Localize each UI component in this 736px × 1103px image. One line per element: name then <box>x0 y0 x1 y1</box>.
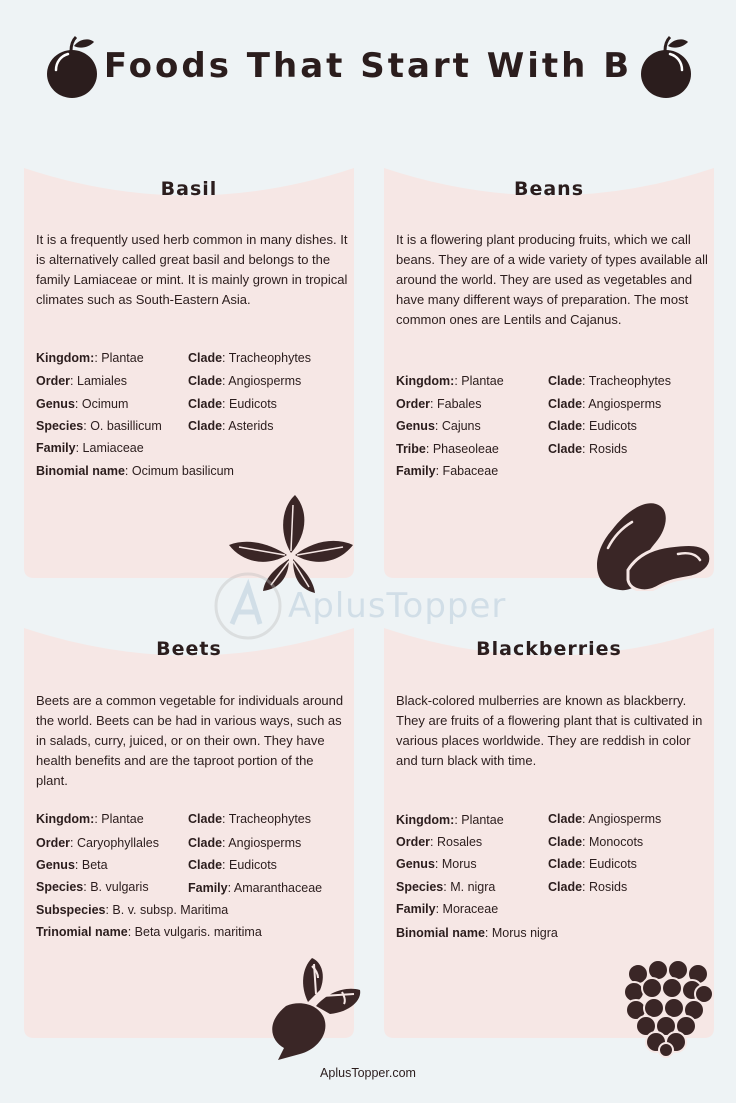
card-title: Beets <box>156 638 222 660</box>
footer-site-link[interactable]: AplusTopper.com <box>320 1066 416 1080</box>
fact-order: Order: Rosales <box>396 835 483 849</box>
fact-clade: Clade: Eudicots <box>548 419 637 433</box>
basil-card <box>24 168 354 578</box>
card-description: It is a frequently used herb common in many dishes. It is alternatively called great basil and belongs to the family Lamiaceae or mint. It is mainly grown in tropical climates such as South-Eastern Asia. <box>36 232 348 307</box>
beet-icon <box>256 956 366 1061</box>
card-description: Black-colored mulberries are known as blackberry. They are fruits of a flowering plant that is cultivated in various places worldwide. They are reddish in color and turn black with time. <box>396 693 703 768</box>
fact-clade: Clade: Eudicots <box>188 858 277 872</box>
fruit-icon <box>638 34 694 100</box>
fact-kingdom: Kingdom:: Plantae <box>396 374 504 388</box>
fact-family: Family: Amaranthaceae <box>188 881 323 895</box>
fact-binomial-name: Binomial name: Morus nigra <box>396 926 558 940</box>
blackberry-icon <box>622 960 714 1058</box>
blackberries-card <box>384 628 714 1038</box>
beans-icon <box>594 496 712 591</box>
fact-clade: Clade: Angiosperms <box>548 397 662 411</box>
fact-trinomial-name: Trinomial name: Beta vulgaris. maritima <box>36 925 262 939</box>
fact-order: Order: Lamiales <box>36 374 128 388</box>
fact-clade: Clade: Angiosperms <box>188 836 302 850</box>
fact-clade: Clade: Angiosperms <box>548 812 662 826</box>
fact-clade: Clade: Rosids <box>548 880 628 894</box>
fact-species: Species: O. basillicum <box>36 419 162 433</box>
fact-clade: Clade: Tracheophytes <box>188 812 311 826</box>
fact-order: Order: Caryophyllales <box>36 836 159 850</box>
fact-kingdom: Kingdom:: Plantae <box>396 813 504 827</box>
fact-species: Species: B. vulgaris <box>36 880 149 894</box>
fact-clade: Clade: Asterids <box>188 419 274 433</box>
fact-kingdom: Kingdom:: Plantae <box>36 812 144 826</box>
fact-family: Family: Moraceae <box>396 902 499 916</box>
fact-tribe: Tribe: Phaseoleae <box>396 442 499 456</box>
fact-clade: Clade: Angiosperms <box>188 374 302 388</box>
card-title: Beans <box>513 178 585 200</box>
fact-genus: Genus: Morus <box>396 857 477 871</box>
fact-order: Order: Fabales <box>396 397 482 411</box>
fact-clade: Clade: Tracheophytes <box>188 351 311 365</box>
fact-species: Species: M. nigra <box>396 880 496 894</box>
fact-genus: Genus: Cajuns <box>396 419 481 433</box>
card-title: Basil <box>160 178 218 200</box>
beans-card <box>384 168 714 578</box>
watermark-text: AplusTopper <box>288 586 507 626</box>
fact-clade: Clade: Tracheophytes <box>548 374 671 388</box>
fact-genus: Genus: Beta <box>36 858 108 872</box>
fact-family: Family: Fabaceae <box>396 464 499 478</box>
fact-binomial-name: Binomial name: Ocimum basilicum <box>36 464 234 478</box>
fact-genus: Genus: Ocimum <box>36 397 129 411</box>
fact-clade: Clade: Rosids <box>548 442 628 456</box>
fact-kingdom: Kingdom:: Plantae <box>36 351 144 365</box>
page-title: Foods That Start With B <box>103 46 633 86</box>
watermark-logo-icon <box>212 572 282 640</box>
fact-subspecies: Subspecies: B. v. subsp. Maritima <box>36 903 229 917</box>
card-title: Blackberries <box>476 638 622 660</box>
fact-clade: Clade: Eudicots <box>548 857 637 871</box>
fact-clade: Clade: Monocots <box>548 835 644 849</box>
fact-clade: Clade: Eudicots <box>188 397 277 411</box>
watermark <box>212 572 532 640</box>
card-description: It is a flowering plant producing fruits, which we call beans. They are of a wide variety of types available all around the world. They are used as vegetables and have many different ways of preparation. The most common ones are Lentils and Cajanus. <box>396 232 708 327</box>
card-description: Beets are a common vegetable for individuals around the world. Beets can be had in various ways, such as in salads, curry, juiced, or on their own. They have health benefits and are the taproot portion of the plant. <box>36 693 344 788</box>
beets-card <box>24 628 354 1038</box>
fact-family: Family: Lamiaceae <box>36 441 144 455</box>
